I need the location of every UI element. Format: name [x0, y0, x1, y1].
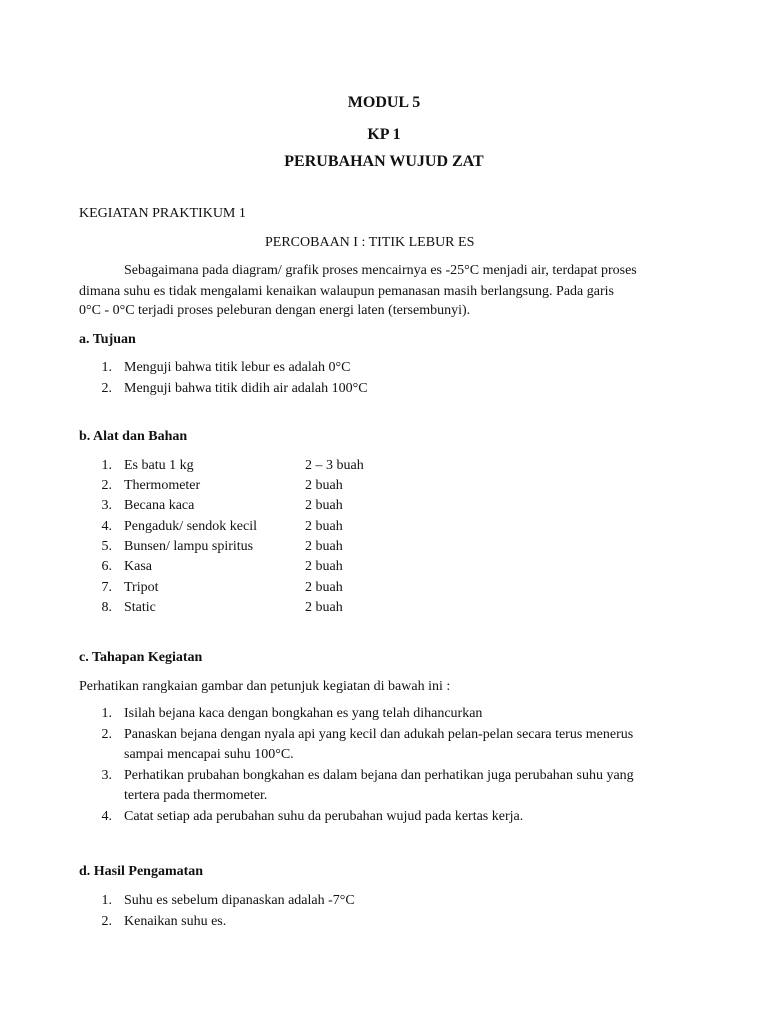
- intro-line-1: Sebagaimana pada diagram/ grafik proses mencairnya es -25°C menjadi air, terdapat proses: [124, 263, 637, 278]
- list-number: 1.: [101, 360, 112, 375]
- alat-item-qty: 2 – 3 buah: [305, 458, 364, 473]
- alat-item-qty: 2 buah: [305, 580, 343, 595]
- alat-item-name: Pengaduk/ sendok kecil: [124, 519, 257, 534]
- kegiatan-label: KEGIATAN PRAKTIKUM 1: [79, 206, 246, 221]
- list-number: 2.: [101, 914, 112, 929]
- alat-item-name: Static: [124, 600, 156, 615]
- tujuan-item: Menguji bahwa titik didih air adalah 100°C: [124, 381, 368, 396]
- alat-heading: b. Alat dan Bahan: [79, 429, 188, 444]
- list-number: 2.: [101, 478, 112, 493]
- kp-title: KP 1: [367, 126, 401, 143]
- list-number: 3.: [101, 768, 112, 783]
- tujuan-heading: a. Tujuan: [79, 332, 136, 347]
- tahapan-item: Panaskan bejana dengan nyala api yang kecil dan adukah pelan-pelan secara terus menerus: [124, 727, 634, 742]
- list-number: 1.: [101, 893, 112, 908]
- tahapan-item: Isilah bejana kaca dengan bongkahan es yang telah dihancurkan: [124, 706, 483, 721]
- tujuan-item: Menguji bahwa titik lebur es adalah 0°C: [124, 360, 351, 375]
- tahapan-intro: Perhatikan rangkaian gambar dan petunjuk kegiatan di bawah ini :: [79, 679, 451, 694]
- alat-item-qty: 2 buah: [305, 559, 343, 574]
- list-number: 6.: [101, 559, 112, 574]
- tahapan-item-continued: tertera pada thermometer.: [124, 788, 268, 803]
- alat-item-name: Thermometer: [124, 478, 201, 493]
- list-number: 7.: [101, 580, 112, 595]
- alat-item-name: Tripot: [124, 580, 159, 595]
- alat-item-name: Kasa: [124, 559, 152, 574]
- alat-item-qty: 2 buah: [305, 498, 343, 513]
- alat-item-qty: 2 buah: [305, 539, 343, 554]
- intro-line-3: 0°C - 0°C terjadi proses peleburan dengan energi laten (tersembunyi).: [79, 303, 471, 318]
- list-number: 3.: [101, 498, 112, 513]
- list-number: 4.: [101, 519, 112, 534]
- hasil-heading: d. Hasil Pengamatan: [79, 864, 204, 879]
- tahapan-heading: c. Tahapan Kegiatan: [79, 650, 203, 665]
- tahapan-item: Catat setiap ada perubahan suhu da perubahan wujud pada kertas kerja.: [124, 809, 524, 824]
- alat-item-qty: 2 buah: [305, 478, 343, 493]
- intro-line-2: dimana suhu es tidak mengalami kenaikan walaupun pemanasan masih berlangsung. Pada garis: [79, 284, 614, 299]
- percobaan-title: PERCOBAAN I : TITIK LEBUR ES: [265, 235, 475, 250]
- hasil-item: Kenaikan suhu es.: [124, 914, 227, 929]
- tahapan-item: Perhatikan prubahan bongkahan es dalam bejana dan perhatikan juga perubahan suhu yang: [124, 768, 634, 783]
- alat-item-qty: 2 buah: [305, 600, 343, 615]
- alat-item-name: Bunsen/ lampu spiritus: [124, 539, 254, 554]
- list-number: 8.: [101, 600, 112, 615]
- list-number: 4.: [101, 809, 112, 824]
- list-number: 2.: [101, 381, 112, 396]
- list-number: 2.: [101, 727, 112, 742]
- alat-item-name: Es batu 1 kg: [124, 458, 194, 473]
- module-title: MODUL 5: [347, 94, 421, 111]
- list-number: 1.: [101, 706, 112, 721]
- list-number: 5.: [101, 539, 112, 554]
- tahapan-item-continued: sampai mencapai suhu 100°C.: [124, 747, 294, 762]
- alat-item-qty: 2 buah: [305, 519, 343, 534]
- list-number: 1.: [101, 458, 112, 473]
- topic-title: PERUBAHAN WUJUD ZAT: [284, 153, 484, 170]
- hasil-item: Suhu es sebelum dipanaskan adalah -7°C: [124, 893, 355, 908]
- alat-item-name: Becana kaca: [124, 498, 195, 513]
